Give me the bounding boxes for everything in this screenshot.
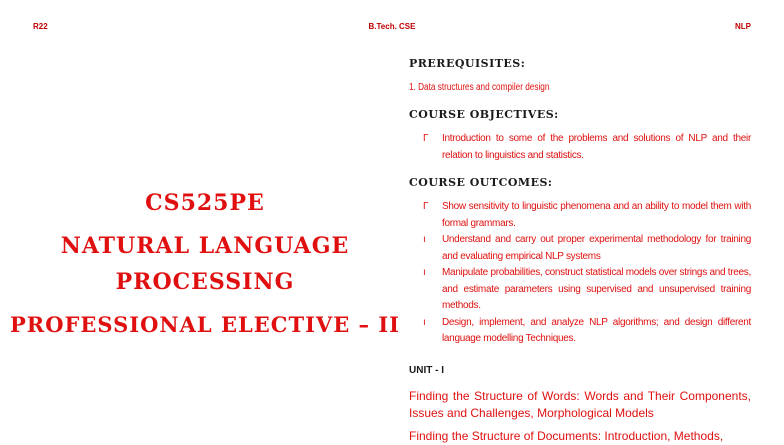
bullet-marker: ı — [423, 267, 426, 278]
unit-paragraph-1: Finding the Structure of Words: Words and Their Components, Issues and Challenges, Morphological Models — [409, 389, 751, 420]
course-title-line1: NATURAL LANGUAGE — [60, 233, 350, 259]
elective-label: PROFESSIONAL ELECTIVE – II — [9, 312, 400, 337]
list-item — [423, 199, 751, 232]
list-item-text: Understand and carry out proper experimental methodology for training and evaluating empirical NLP systems — [442, 234, 751, 262]
bullet-marker: ı — [423, 316, 426, 328]
list-item-text: Show sensitivity to linguistic phenomena and an ability to model them with formal grammars. — [442, 201, 751, 229]
outcomes-list — [423, 199, 751, 348]
objectives-list — [423, 131, 751, 164]
unit-paragraph-2: Finding the Structure of Documents: Introduction, Methods, — [409, 429, 724, 443]
course-title-line2: PROCESSING — [115, 269, 295, 295]
objectives-heading: COURSE OBJECTIVES: — [409, 108, 559, 121]
prerequisites-heading: PREREQUISITES: — [409, 57, 526, 70]
outcomes-heading: COURSE OUTCOMES: — [409, 176, 553, 189]
prerequisites-text: 1. Data structures and compiler design — [409, 82, 550, 93]
bullet-marker: ı — [423, 234, 426, 245]
list-item — [423, 232, 751, 265]
list-item — [423, 265, 751, 315]
title-block — [0, 190, 410, 337]
list-item-text: Introduction to some of the problems and solutions of NLP and their relation to linguistics and statistics. — [442, 133, 751, 161]
bullet-marker: Γ — [423, 201, 429, 212]
bullet-marker: Γ — [423, 133, 429, 144]
header-left: R22 — [33, 22, 48, 31]
course-code: CS525PE — [145, 190, 265, 216]
header-right: NLP — [735, 22, 751, 31]
list-item — [423, 131, 751, 164]
unit-heading: UNIT - I — [409, 365, 444, 376]
list-item — [423, 315, 751, 348]
list-item-text: Manipulate probabilities, construct statistical models over strings and trees, and estimate parameters using supervised and unsupervised training methods. — [442, 267, 751, 311]
header-center: B.Tech. CSE — [368, 22, 416, 31]
list-item-text: Design, implement, and analyze NLP algorithms; and design different language modelling Techniques. — [442, 316, 751, 344]
